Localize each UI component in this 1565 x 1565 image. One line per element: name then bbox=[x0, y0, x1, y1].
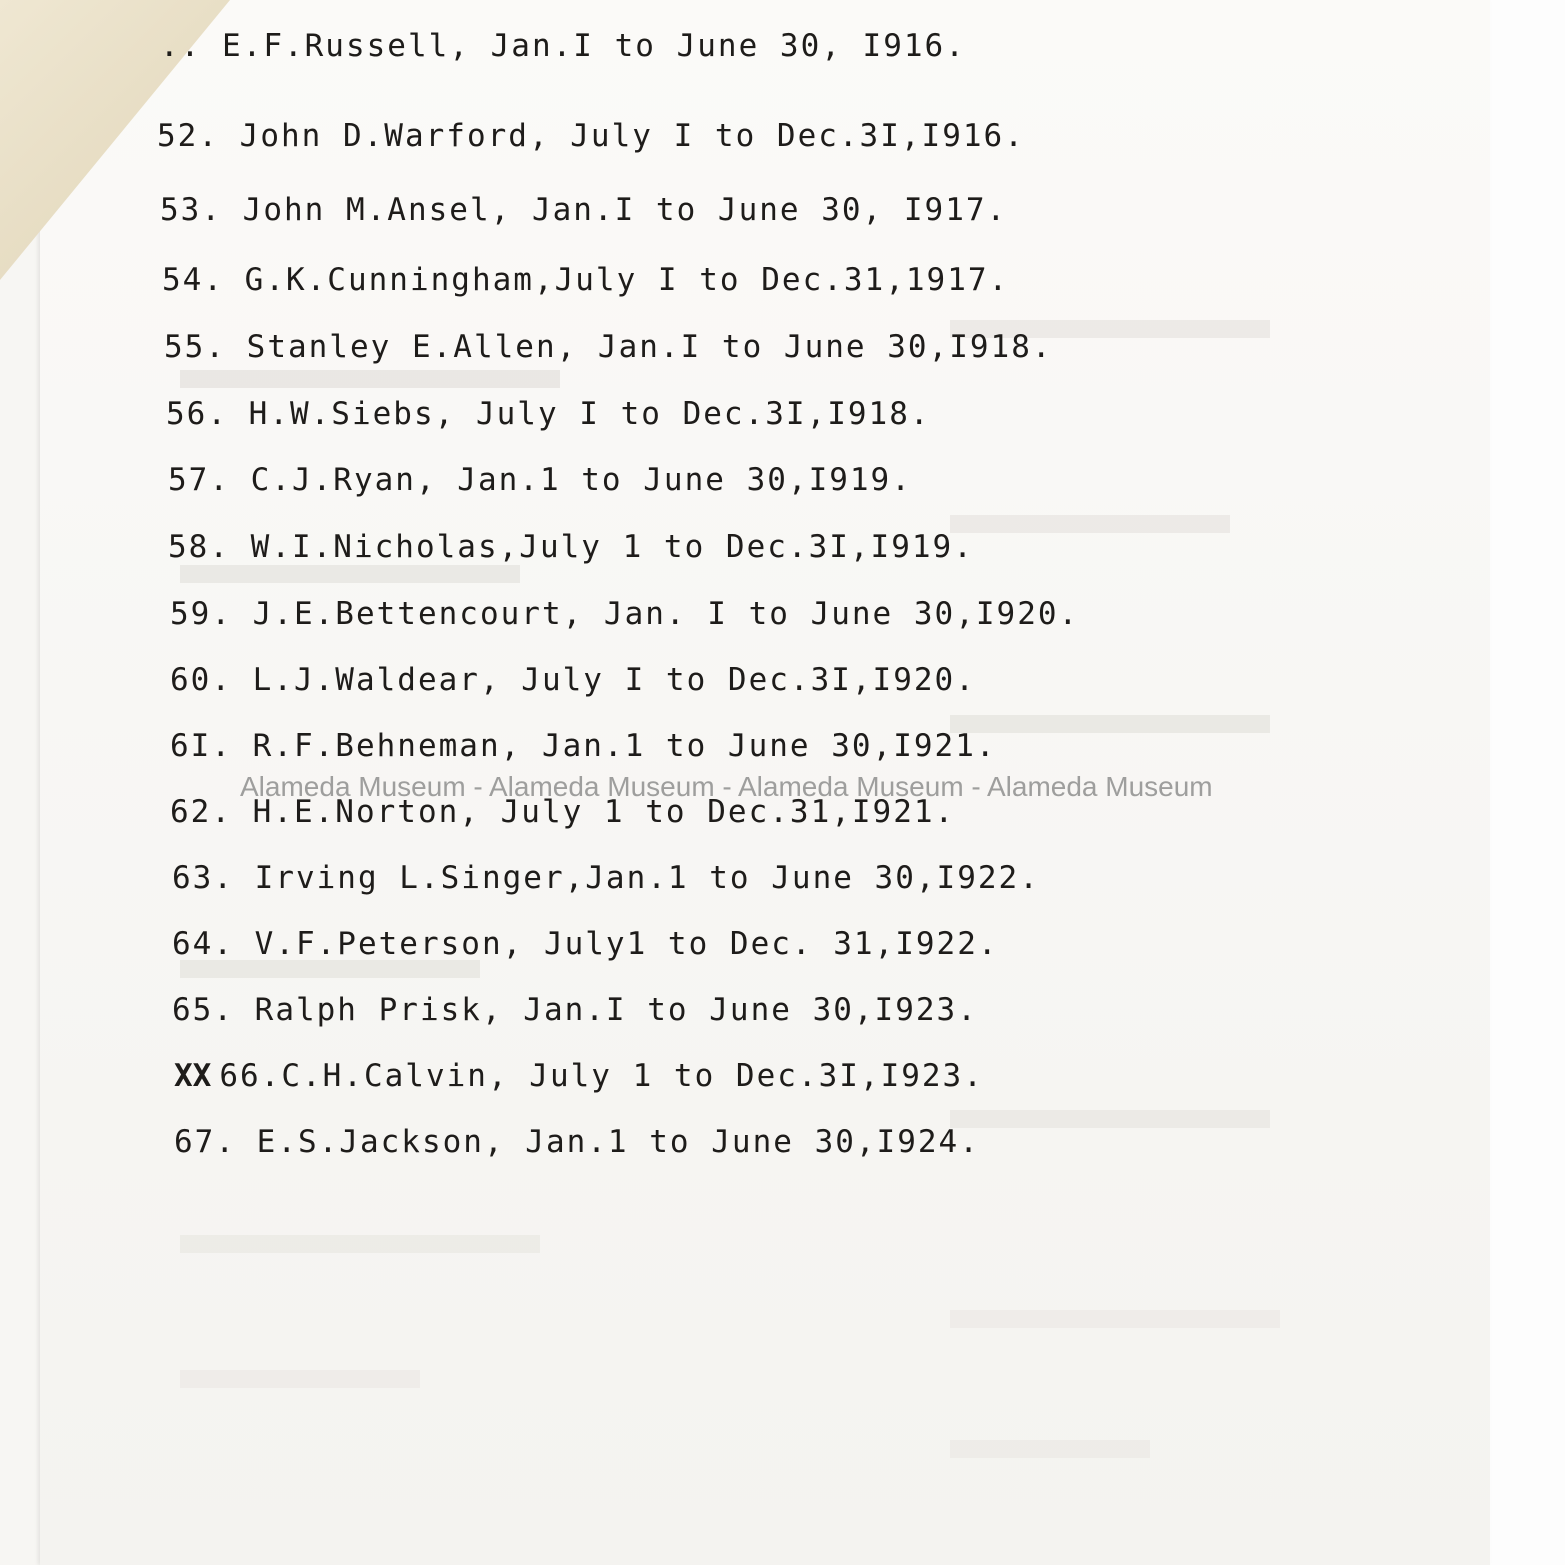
entry-text: .. E.F.Russell, Jan.I to June 30, I916. bbox=[160, 28, 966, 64]
list-item bbox=[160, 28, 966, 64]
list-item bbox=[168, 462, 912, 498]
entry-text: 56. H.W.Siebs, July I to Dec.3I,I918. bbox=[166, 396, 931, 432]
entry-text: 52. John D.Warford, July I to Dec.3I,I916. bbox=[157, 118, 1025, 154]
watermark-text: Alameda Museum - Alameda Museum - Alameda Museum - Alameda Museum bbox=[240, 771, 1213, 802]
entry-text: 58. W.I.Nicholas,July 1 to Dec.3I,I919. bbox=[168, 529, 974, 565]
list-item bbox=[166, 396, 931, 432]
entry-text: 63. Irving L.Singer,Jan.1 to June 30,I922. bbox=[172, 860, 1040, 896]
list-item bbox=[172, 992, 978, 1028]
entry-text: 57. C.J.Ryan, Jan.1 to June 30,I919. bbox=[168, 462, 912, 498]
entry-text: 54. G.K.Cunningham,July I to Dec.31,1917. bbox=[162, 262, 1010, 298]
list-item bbox=[164, 329, 1053, 365]
entry-text: 64. V.F.Peterson, July1 to Dec. 31,I922. bbox=[172, 926, 999, 962]
entry-text: 62. H.E.Norton, July 1 to Dec.31,I921. bbox=[170, 794, 956, 830]
entry-text: 6I. R.F.Behneman, Jan.1 to June 30,I921. bbox=[170, 728, 997, 764]
list-item bbox=[157, 118, 1025, 154]
list-item bbox=[172, 926, 999, 962]
list-item bbox=[174, 1124, 980, 1160]
list-item bbox=[162, 262, 1009, 298]
entry-text: 60. L.J.Waldear, July I to Dec.3I,I920. bbox=[170, 662, 976, 698]
entry-text: 66.C.H.Calvin, July 1 to Dec.3I,I923. bbox=[219, 1058, 984, 1094]
background-strip bbox=[1490, 0, 1565, 1565]
xx-mark: XX bbox=[174, 1058, 212, 1094]
list-item bbox=[160, 192, 1007, 228]
list-item bbox=[170, 596, 1079, 632]
entry-text: 65. Ralph Prisk, Jan.I to June 30,I923. bbox=[172, 992, 978, 1028]
entry-text: 59. J.E.Bettencourt, Jan. I to June 30,I920. bbox=[170, 596, 1080, 632]
list-item bbox=[170, 728, 997, 764]
entry-text: 53. John M.Ansel, Jan.I to June 30, I917. bbox=[160, 192, 1008, 228]
entry-text: 67. E.S.Jackson, Jan.1 to June 30,I924. bbox=[174, 1124, 980, 1160]
list-item bbox=[168, 529, 974, 565]
list-item bbox=[174, 1058, 984, 1094]
entry-text: 55. Stanley E.Allen, Jan.I to June 30,I918. bbox=[164, 329, 1053, 365]
list-item bbox=[172, 860, 1040, 896]
list-item bbox=[170, 662, 976, 698]
